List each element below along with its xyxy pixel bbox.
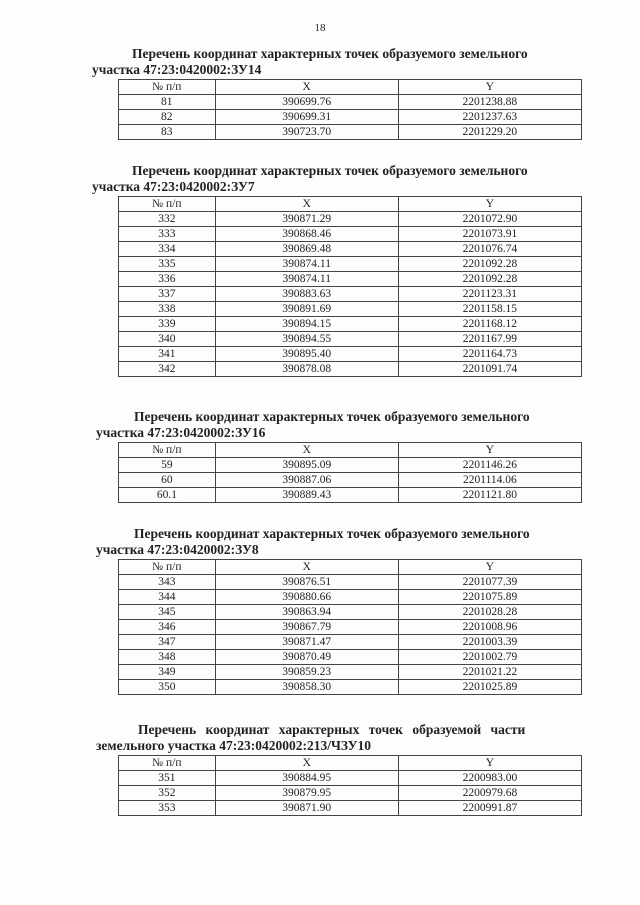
cell-num: 81 xyxy=(119,95,216,110)
cell-num: 346 xyxy=(119,620,216,635)
table-row xyxy=(119,680,582,695)
table-row xyxy=(119,786,582,801)
col-header-x: X xyxy=(215,560,398,575)
cell-y: 2201092.28 xyxy=(398,272,581,287)
table-row xyxy=(119,771,582,786)
cell-y: 2201003.39 xyxy=(398,635,581,650)
table-row xyxy=(119,347,582,362)
cell-x: 390871.90 xyxy=(215,801,398,816)
table-header-row xyxy=(119,443,582,458)
page-number: 18 xyxy=(314,22,326,34)
col-header-x: X xyxy=(215,756,398,771)
coordinates-table xyxy=(118,79,582,140)
table-row xyxy=(119,575,582,590)
cell-num: 340 xyxy=(119,332,216,347)
cell-num: 353 xyxy=(119,801,216,816)
section-heading xyxy=(92,46,588,78)
coordinates-table xyxy=(118,559,582,695)
cell-y: 2201072.90 xyxy=(398,212,581,227)
heading-line-1: Перечень координат характерных точек образуемой части xyxy=(138,722,526,737)
table-row xyxy=(119,272,582,287)
cell-y: 2201114.06 xyxy=(398,473,581,488)
table-row xyxy=(119,473,582,488)
cell-x: 390894.55 xyxy=(215,332,398,347)
cell-y: 2201121.80 xyxy=(398,488,581,503)
cell-x: 390863.94 xyxy=(215,605,398,620)
section-heading xyxy=(96,526,588,558)
cell-x: 390874.11 xyxy=(215,257,398,272)
table-row xyxy=(119,95,582,110)
table-row xyxy=(119,458,582,473)
table-row xyxy=(119,302,582,317)
table-row xyxy=(119,488,582,503)
cell-x: 390868.46 xyxy=(215,227,398,242)
cell-x: 390889.43 xyxy=(215,488,398,503)
table-row xyxy=(119,242,582,257)
cell-y: 2201123.31 xyxy=(398,287,581,302)
cell-y: 2201167.99 xyxy=(398,332,581,347)
table-row xyxy=(119,650,582,665)
col-header-num: № п/п xyxy=(119,443,216,458)
cell-num: 334 xyxy=(119,242,216,257)
heading-line-2: участка 47:23:0420002:ЗУ16 xyxy=(96,425,266,440)
cell-x: 390699.76 xyxy=(215,95,398,110)
cell-num: 83 xyxy=(119,125,216,140)
cell-num: 337 xyxy=(119,287,216,302)
table-row xyxy=(119,110,582,125)
cell-x: 390876.51 xyxy=(215,575,398,590)
col-header-x: X xyxy=(215,443,398,458)
cell-num: 60 xyxy=(119,473,216,488)
table-row xyxy=(119,620,582,635)
col-header-num: № п/п xyxy=(119,560,216,575)
cell-y: 2201002.79 xyxy=(398,650,581,665)
cell-y: 2200983.00 xyxy=(398,771,581,786)
cell-x: 390895.40 xyxy=(215,347,398,362)
col-header-y: Y xyxy=(398,197,581,212)
cell-num: 350 xyxy=(119,680,216,695)
cell-y: 2201229.20 xyxy=(398,125,581,140)
heading-line-1: Перечень координат характерных точек образуемого земельного xyxy=(132,163,528,178)
col-header-x: X xyxy=(215,197,398,212)
cell-x: 390880.66 xyxy=(215,590,398,605)
table-row xyxy=(119,212,582,227)
cell-x: 390894.15 xyxy=(215,317,398,332)
cell-y: 2201073.91 xyxy=(398,227,581,242)
cell-x: 390870.49 xyxy=(215,650,398,665)
cell-y: 2201077.39 xyxy=(398,575,581,590)
table-header-row xyxy=(119,80,582,95)
cell-y: 2200991.87 xyxy=(398,801,581,816)
section-zu8 xyxy=(96,526,588,695)
cell-x: 390874.11 xyxy=(215,272,398,287)
cell-y: 2201164.73 xyxy=(398,347,581,362)
cell-num: 344 xyxy=(119,590,216,605)
cell-x: 390883.63 xyxy=(215,287,398,302)
section-chzu10 xyxy=(96,722,588,816)
heading-line-2: участка 47:23:0420002:ЗУ7 xyxy=(92,179,255,194)
table-row xyxy=(119,227,582,242)
cell-x: 390867.79 xyxy=(215,620,398,635)
table-row xyxy=(119,287,582,302)
table-row xyxy=(119,257,582,272)
col-header-y: Y xyxy=(398,756,581,771)
coordinates-table xyxy=(118,196,582,377)
cell-num: 341 xyxy=(119,347,216,362)
coordinates-table xyxy=(118,755,582,816)
table-row xyxy=(119,317,582,332)
section-heading xyxy=(96,722,588,754)
col-header-y: Y xyxy=(398,560,581,575)
cell-y: 2201076.74 xyxy=(398,242,581,257)
cell-num: 345 xyxy=(119,605,216,620)
cell-num: 343 xyxy=(119,575,216,590)
col-header-y: Y xyxy=(398,443,581,458)
cell-x: 390895.09 xyxy=(215,458,398,473)
cell-x: 390699.31 xyxy=(215,110,398,125)
cell-y: 2201238.88 xyxy=(398,95,581,110)
cell-num: 336 xyxy=(119,272,216,287)
cell-y: 2201025.89 xyxy=(398,680,581,695)
cell-x: 390891.69 xyxy=(215,302,398,317)
table-header-row xyxy=(119,756,582,771)
cell-num: 333 xyxy=(119,227,216,242)
cell-y: 2200979.68 xyxy=(398,786,581,801)
heading-line-2: участка 47:23:0420002:ЗУ8 xyxy=(96,542,259,557)
table-header-row xyxy=(119,197,582,212)
section-zu16 xyxy=(96,409,588,503)
table-header-row xyxy=(119,560,582,575)
cell-y: 2201168.12 xyxy=(398,317,581,332)
cell-num: 60.1 xyxy=(119,488,216,503)
cell-num: 352 xyxy=(119,786,216,801)
col-header-num: № п/п xyxy=(119,756,216,771)
cell-x: 390723.70 xyxy=(215,125,398,140)
heading-line-2: земельного участка 47:23:0420002:213/ЧЗУ10 xyxy=(96,738,372,753)
cell-num: 339 xyxy=(119,317,216,332)
cell-y: 2201092.28 xyxy=(398,257,581,272)
cell-num: 338 xyxy=(119,302,216,317)
cell-num: 82 xyxy=(119,110,216,125)
cell-num: 59 xyxy=(119,458,216,473)
cell-x: 390859.23 xyxy=(215,665,398,680)
table-row xyxy=(119,665,582,680)
col-header-num: № п/п xyxy=(119,197,216,212)
cell-x: 390884.95 xyxy=(215,771,398,786)
heading-line-2: участка 47:23:0420002:ЗУ14 xyxy=(92,62,262,77)
cell-y: 2201146.26 xyxy=(398,458,581,473)
cell-num: 335 xyxy=(119,257,216,272)
table-row xyxy=(119,362,582,377)
table-row xyxy=(119,801,582,816)
section-heading xyxy=(96,409,588,441)
section-zu7 xyxy=(92,163,588,377)
section-zu14 xyxy=(92,46,588,140)
cell-x: 390878.08 xyxy=(215,362,398,377)
cell-y: 2201028.28 xyxy=(398,605,581,620)
cell-x: 390871.47 xyxy=(215,635,398,650)
table-row xyxy=(119,590,582,605)
cell-y: 2201075.89 xyxy=(398,590,581,605)
heading-line-1: Перечень координат характерных точек образуемого земельного xyxy=(134,526,530,541)
section-heading xyxy=(92,163,588,195)
coordinates-table xyxy=(118,442,582,503)
cell-x: 390869.48 xyxy=(215,242,398,257)
cell-num: 349 xyxy=(119,665,216,680)
cell-y: 2201237.63 xyxy=(398,110,581,125)
cell-x: 390887.06 xyxy=(215,473,398,488)
cell-x: 390879.95 xyxy=(215,786,398,801)
cell-x: 390871.29 xyxy=(215,212,398,227)
col-header-num: № п/п xyxy=(119,80,216,95)
col-header-y: Y xyxy=(398,80,581,95)
table-row xyxy=(119,332,582,347)
table-row xyxy=(119,635,582,650)
cell-num: 342 xyxy=(119,362,216,377)
heading-line-1: Перечень координат характерных точек образуемого земельного xyxy=(134,409,530,424)
cell-num: 351 xyxy=(119,771,216,786)
table-row xyxy=(119,125,582,140)
cell-num: 348 xyxy=(119,650,216,665)
cell-y: 2201158.15 xyxy=(398,302,581,317)
cell-y: 2201021.22 xyxy=(398,665,581,680)
table-row xyxy=(119,605,582,620)
cell-num: 332 xyxy=(119,212,216,227)
heading-line-1: Перечень координат характерных точек образуемого земельного xyxy=(132,46,528,61)
col-header-x: X xyxy=(215,80,398,95)
cell-num: 347 xyxy=(119,635,216,650)
cell-y: 2201008.96 xyxy=(398,620,581,635)
cell-x: 390858.30 xyxy=(215,680,398,695)
cell-y: 2201091.74 xyxy=(398,362,581,377)
